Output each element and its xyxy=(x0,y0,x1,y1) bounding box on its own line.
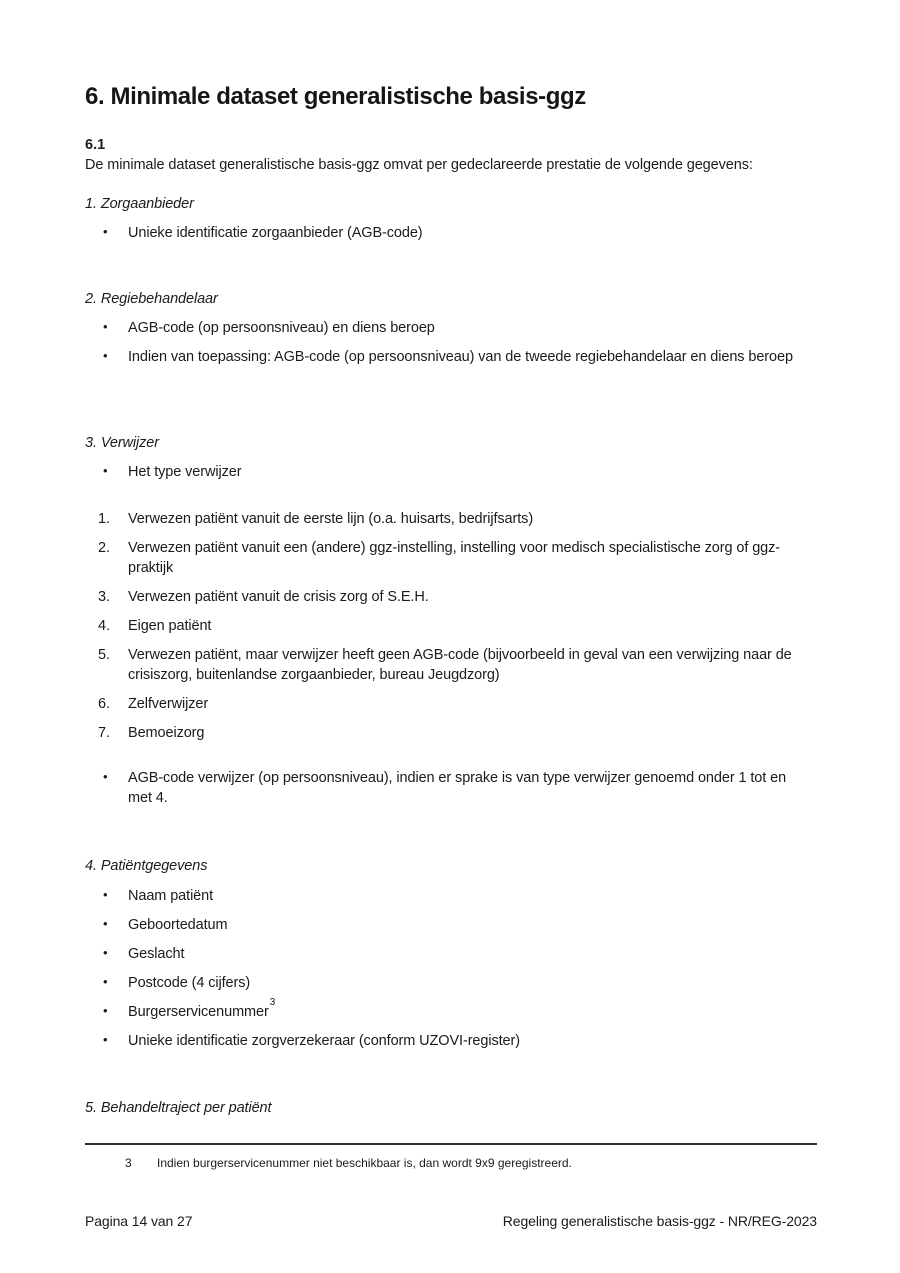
list-item xyxy=(85,318,808,338)
item-number: 2. xyxy=(98,540,110,556)
group-heading-patientgegevens: 4. Patiëntgegevens xyxy=(85,858,208,874)
bullet-list-patientgegevens xyxy=(85,886,817,1051)
bullet-list-verwijzer-agb xyxy=(85,768,817,808)
footnote-separator xyxy=(85,1143,817,1145)
group-heading-regiebehandelaar: 2. Regiebehandelaar xyxy=(85,291,218,307)
footnote-reference: 3 xyxy=(269,997,276,1009)
numbered-item xyxy=(85,616,808,636)
numbered-item xyxy=(85,694,808,714)
item-number: 1. xyxy=(98,511,110,527)
numbered-item-text: Zelfverwijzer xyxy=(128,696,209,712)
footer-page-number: Pagina 14 van 27 xyxy=(85,1213,193,1229)
list-item xyxy=(85,223,808,243)
bullet-item-text: Geboortedatum xyxy=(128,917,228,933)
footnote xyxy=(85,1155,817,1171)
page-content xyxy=(85,0,817,1273)
footnote-marker: 3 xyxy=(125,1156,132,1170)
footer-document-title: Regeling generalistische basis-ggz - NR/REG-2023 xyxy=(502,1213,817,1229)
bullet-item-text: Het type verwijzer xyxy=(128,464,242,480)
numbered-item xyxy=(85,723,808,743)
list-item xyxy=(85,347,808,367)
group-heading-behandeltraject: 5. Behandeltraject per patiënt xyxy=(85,1100,272,1116)
numbered-item xyxy=(85,587,808,607)
bullet-item-text: Unieke identificatie zorgverzekeraar (conform UZOVI-register) xyxy=(128,1033,520,1049)
bullet-item-text: AGB-code verwijzer (op persoonsniveau), indien er sprake is van type verwijzer genoemd onder 1 tot en met 4. xyxy=(128,770,787,806)
page-title: 6. Minimale dataset generalistische basis-ggz xyxy=(85,83,586,110)
list-item xyxy=(85,915,808,935)
numbered-item-text: Verwezen patiënt vanuit de eerste lijn (o.a. huisarts, bedrijfsarts) xyxy=(128,511,534,527)
section-number: 6.1 xyxy=(85,137,106,153)
bullet-item-text: Indien van toepassing: AGB-code (op persoonsniveau) van de tweede regiebehandelaar en diens beroep xyxy=(128,349,793,365)
bullet-list-verwijzer xyxy=(85,462,817,482)
bullet-item-text: AGB-code (op persoonsniveau) en diens beroep xyxy=(128,320,435,336)
numbered-item-text: Eigen patiënt xyxy=(128,618,212,634)
numbered-item xyxy=(85,538,808,578)
group-heading-zorgaanbieder: 1. Zorgaanbieder xyxy=(85,196,194,212)
numbered-item-text: Bemoeizorg xyxy=(128,725,205,741)
list-item xyxy=(85,462,808,482)
list-item xyxy=(85,1031,808,1051)
bullet-item-text: Burgerservicenummer xyxy=(128,1004,269,1020)
item-number: 3. xyxy=(98,589,110,605)
item-number: 7. xyxy=(98,725,110,741)
bullet-item-text: Naam patiënt xyxy=(128,888,214,904)
item-number: 5. xyxy=(98,647,110,663)
list-item xyxy=(85,886,808,906)
numbered-item-text: Verwezen patiënt vanuit de crisis zorg of S.E.H. xyxy=(128,589,429,605)
list-item xyxy=(85,944,808,964)
item-number: 6. xyxy=(98,696,110,712)
list-item xyxy=(85,997,808,1022)
bullet-item-text: Geslacht xyxy=(128,946,185,962)
numbered-item-text: Verwezen patiënt, maar verwijzer heeft geen AGB-code (bijvoorbeeld in geval van een verwijzing naar de crisiszorg, buitenlandse zorgaanbieder, bureau Jeugdzorg) xyxy=(128,647,792,683)
numbered-item-text: Verwezen patiënt vanuit een (andere) ggz-instelling, instelling voor medisch specialistische zorg of ggz-praktijk xyxy=(128,540,781,576)
group-heading-verwijzer: 3. Verwijzer xyxy=(85,435,160,451)
list-item xyxy=(85,768,808,808)
list-item xyxy=(85,973,808,993)
numbered-item xyxy=(85,645,808,685)
bullet-list-zorgaanbieder xyxy=(85,223,817,243)
bullet-list-regiebehandelaar xyxy=(85,318,817,367)
numbered-list-verwijzer-types xyxy=(85,509,817,743)
bullet-item-text: Unieke identificatie zorgaanbieder (AGB-code) xyxy=(128,225,423,241)
footnote-text: Indien burgerservicenummer niet beschikbaar is, dan wordt 9x9 geregistreerd. xyxy=(157,1156,572,1170)
item-number: 4. xyxy=(98,618,110,634)
numbered-item xyxy=(85,509,808,529)
intro-paragraph: De minimale dataset generalistische basis-ggz omvat per gedeclareerde prestatie de volgende gegevens: xyxy=(85,157,753,173)
bullet-item-text: Postcode (4 cijfers) xyxy=(128,975,251,991)
